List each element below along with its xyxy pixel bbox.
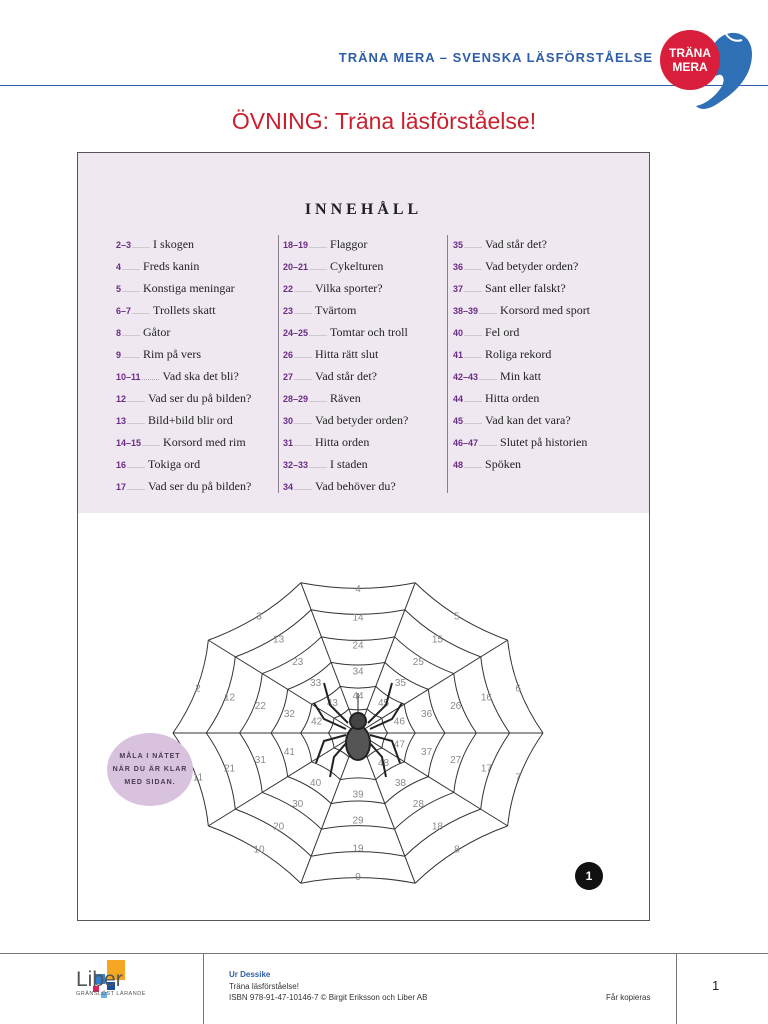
toc-title: Spöken [485,457,522,471]
web-cell-number[interactable]: 13 [273,634,285,646]
web-cell-number[interactable]: 10 [253,844,265,856]
toc-page-number: 42–43 [453,372,479,382]
web-cell-number[interactable]: 27 [450,755,462,767]
toc-title: Vad ser du på bilden? [148,479,252,493]
web-cell-number[interactable]: 28 [412,798,424,810]
toc-title: Bild+bild blir ord [148,413,233,427]
toc-page-number: 46–47 [453,438,479,448]
toc-item [116,479,276,501]
web-spoke [358,583,415,733]
toc-item [283,259,445,281]
toc-leader-dots: ......... [142,439,161,448]
toc-leader-dots: ......... [132,241,151,250]
toc-title: Gåtor [143,325,171,339]
web-ring-segment [208,583,300,640]
web-cell-number[interactable]: 11 [192,772,204,784]
web-cell-number[interactable]: 15 [431,634,443,646]
toc-title: Vad kan det vara? [485,413,571,427]
toc-page-number: 18–19 [283,240,309,250]
toc-item [453,281,613,303]
toc-title: Vad står det? [485,237,547,251]
toc-leader-dots: ......... [464,417,483,426]
toc-leader-dots: ......... [122,351,141,360]
toc-title: Hitta orden [485,391,540,405]
toc-page-number: 22 [283,284,294,294]
toc-column-1 [116,237,276,501]
toc-page-number: 45 [453,416,464,426]
web-cell-number[interactable]: 17 [480,763,493,775]
toc-page-number: 35 [453,240,464,250]
toc-item [283,435,445,457]
web-cell-number[interactable]: 14 [352,612,364,624]
web-ring-segment [301,733,312,762]
web-cell-number[interactable]: 7 [515,772,521,784]
toc-page-number: 32–33 [283,460,309,470]
toc-title: Tokiga ord [148,457,201,471]
toc-page-number: 31 [283,438,294,448]
web-cell-number[interactable]: 12 [223,692,236,704]
web-ring-segment [340,778,375,780]
toc-item [283,281,445,303]
toc-page-number: 2–3 [116,240,132,250]
toc-item [116,457,276,479]
web-cell-number[interactable]: 39 [352,789,364,801]
toc-item [116,413,276,435]
toc-item [283,479,445,501]
web-ring-segment [405,809,481,856]
toc-leader-dots: ......... [122,263,141,272]
footer-page-number: 1 [712,978,720,993]
web-cell-number[interactable]: 44 [352,690,364,702]
toc-title: Min katt [500,369,542,383]
toc-title: Korsord med sport [500,303,591,317]
web-cell-number[interactable]: 3 [256,611,262,623]
web-cell-number[interactable]: 19 [352,843,364,855]
toc-leader-dots: ......... [122,285,141,294]
toc-page-number: 20–21 [283,262,309,272]
toc-leader-dots: ......... [309,241,328,250]
header-rule [0,85,768,86]
toc-leader-dots: ......... [294,307,313,316]
color-instruction-badge [107,733,193,806]
toc-title: Tomtar och troll [330,325,408,339]
footer-book-title: Träna läsförståelse! [229,982,299,991]
web-cell-number[interactable]: 40 [310,777,322,789]
toc-column-2 [283,237,445,501]
toc-page-number: 12 [116,394,127,404]
toc-item [116,435,276,457]
toc-leader-dots: ......... [309,395,328,404]
toc-page-number: 48 [453,460,464,470]
web-cell-number[interactable]: 29 [352,815,364,827]
web-ring-segment [415,583,508,640]
toc-title: Konstiga meningar [143,281,235,295]
toc-heading: INNEHÅLL [304,201,423,218]
web-cell-number[interactable]: 35 [394,678,406,690]
web-cell-number[interactable]: 48 [377,758,390,770]
web-cell-number[interactable]: 42 [311,716,323,728]
page-number-badge: 1 [575,862,603,890]
toc-leader-dots: ......... [464,351,483,360]
web-ring-segment [340,686,375,688]
toc-item [116,303,276,325]
toc-title: Vad står det? [315,369,377,383]
toc-item [283,369,445,391]
toc-item [453,237,613,259]
toc-leader-dots: ......... [479,439,498,448]
web-cell-number[interactable]: 4 [355,584,361,596]
toc-leader-dots: ......... [464,241,483,250]
web-ring-segment [173,640,208,733]
toc-page-number: 37 [453,284,464,294]
toc-leader-dots: ......... [294,285,313,294]
toc-page-number: 6–7 [116,306,132,316]
toc-leader-dots: ......... [127,395,146,404]
toc-page-number: 9 [116,350,122,360]
web-ring-segment [404,733,415,762]
web-cell-number[interactable]: 21 [223,763,236,775]
footer-isbn: ISBN 978-91-47-10146-7 © Birgit Eriksson och Liber AB [229,993,428,1002]
web-spoke [358,733,508,826]
toc-item [116,281,276,303]
toc-page-number: 14–15 [116,438,142,448]
logo-text-line1: TRÄNA [669,46,711,60]
toc-leader-dots: ......... [479,307,498,316]
toc-page-number: 26 [283,350,294,360]
web-cell-number[interactable]: 23 [292,657,304,669]
toc-title: Vad behöver du? [315,479,396,493]
toc-item [453,457,613,479]
footer-copy-note: Får kopieras [606,993,651,1002]
web-cell-number[interactable]: 32 [283,708,295,720]
footer-divider [676,953,677,1024]
exercise-frame [77,152,650,921]
toc-title: Vad ska det bli? [162,369,239,383]
table-of-contents [78,153,649,513]
toc-title: Hitta orden [315,435,370,449]
toc-page-number: 36 [453,262,464,272]
badge-line: NÄR DU ÄR KLAR [112,766,188,773]
page-title: ÖVNING: Träna läsförståelse! [231,108,537,134]
web-cell-number[interactable]: 38 [394,777,406,789]
toc-title: Trollets skatt [153,303,216,317]
toc-title: Flaggor [330,237,368,251]
toc-column-3 [453,237,613,479]
web-ring-segment [235,809,311,856]
series-title: TRÄNA MERA – SVENSKA LÄSFÖRSTÅELSE [338,50,653,65]
web-spoke [358,640,508,733]
toc-page-number: 28–29 [283,394,309,404]
web-cell-number[interactable]: 45 [377,697,390,709]
toc-title: Tvärtom [315,303,357,317]
toc-item [453,435,613,457]
toc-leader-dots: ......... [464,395,483,404]
web-cell-number[interactable]: 18 [431,821,443,833]
toc-leader-dots: ......... [464,263,483,272]
toc-item [453,259,613,281]
toc-item [116,237,276,259]
web-cell-number[interactable]: 41 [283,747,295,759]
web-cell-number[interactable]: 24 [352,640,364,652]
toc-leader-dots: ......... [294,351,313,360]
web-cell-number[interactable]: 20 [273,821,285,833]
web-ring-segment [262,792,321,829]
badge-line: MED SIDAN. [124,779,176,786]
web-ring-segment [508,733,543,826]
web-cell-number[interactable]: 34 [352,666,364,678]
toc-page-number: 4 [116,262,122,272]
publisher-tagline: GRÄNSLÖST LÄRANDE [76,991,146,997]
toc-title: Fel ord [485,325,520,339]
toc-item [116,347,276,369]
toc-page-number: 13 [116,416,127,426]
toc-item [283,347,445,369]
toc-title: I staden [330,457,368,471]
publisher-name: Liber [76,968,123,991]
toc-page-number: 24–25 [283,328,309,338]
web-ring-segment [395,634,454,674]
web-cell-number[interactable]: 31 [254,755,266,767]
toc-leader-dots: ......... [127,483,146,492]
toc-leader-dots: ......... [294,373,313,382]
footer-rule [0,953,768,954]
footer-divider [203,953,204,1024]
toc-title: Roliga rekord [485,347,552,361]
toc-page-number: 40 [453,328,464,338]
web-ring-segment [405,610,481,657]
web-spoke [301,583,358,733]
web-ring-segment [331,801,385,804]
toc-page-number: 8 [116,328,122,338]
toc-leader-dots: ......... [464,285,483,294]
toc-leader-dots: ......... [132,307,151,316]
toc-page-number: 30 [283,416,294,426]
web-cell-number[interactable]: 25 [412,657,424,669]
toc-leader-dots: ......... [122,329,141,338]
toc-item [453,391,613,413]
toc-page-number: 27 [283,372,294,382]
web-cell-number[interactable]: 43 [326,697,339,709]
web-ring-segment [235,610,311,657]
toc-leader-dots: ......... [464,329,483,338]
toc-item [453,347,613,369]
toc-page-number: 16 [116,460,127,470]
toc-leader-dots: ......... [294,417,313,426]
toc-item [283,303,445,325]
toc-item [283,457,445,479]
logo-text-line2: MERA [672,60,708,74]
web-cell-number[interactable]: 26 [450,700,462,712]
toc-item [283,325,445,347]
toc-item [453,303,613,325]
web-cell-number[interactable]: 5 [454,611,460,623]
toc-leader-dots: ......... [294,439,313,448]
web-cell-number[interactable]: 16 [480,692,493,704]
toc-item [453,413,613,435]
spider-web [78,533,649,883]
toc-item [116,259,276,281]
web-cell-number[interactable]: 6 [515,683,521,695]
web-cell-number[interactable]: 47 [393,739,405,751]
web-cell-number[interactable]: 2 [195,683,201,695]
toc-page-number: 23 [283,306,294,316]
web-ring-segment [301,704,312,733]
toc-title: Vilka sporter? [315,281,383,295]
toc-page-number: 41 [453,350,464,360]
toc-title: Slutet på historien [500,435,588,449]
toc-leader-dots: ......... [464,461,483,470]
toc-leader-dots: ......... [127,461,146,470]
web-ring-segment [331,662,385,665]
toc-item [283,237,445,259]
trana-mera-logo [656,26,756,116]
web-cell-number[interactable]: 9 [355,871,361,883]
toc-page-number: 38–39 [453,306,479,316]
toc-leader-dots: ......... [127,417,146,426]
web-cell-number[interactable]: 36 [421,708,433,720]
toc-item [283,391,445,413]
footer-source: Ur Dessike [229,970,271,979]
toc-title: Sant eller falskt? [485,281,566,295]
toc-title: Korsord med rim [163,435,246,449]
toc-title: Räven [330,391,361,405]
toc-title: Cykelturen [330,259,384,273]
toc-page-number: 17 [116,482,127,492]
toc-title: Hitta rätt slut [315,347,379,361]
web-cell-number[interactable]: 30 [292,798,304,810]
web-cell-number[interactable]: 22 [254,700,266,712]
toc-leader-dots: ......... [141,373,160,382]
toc-leader-dots: ......... [309,461,328,470]
badge-line: MÅLA I NÄTET [119,753,181,760]
toc-item [116,369,276,391]
toc-item [283,413,445,435]
web-cell-number[interactable]: 46 [393,716,405,728]
toc-title: I skogen [153,237,195,251]
web-cell-number[interactable]: 33 [310,678,322,690]
toc-leader-dots: ......... [294,483,313,492]
toc-item [453,325,613,347]
toc-title: Vad ser du på bilden? [148,391,252,405]
toc-leader-dots: ......... [309,329,328,338]
toc-leader-dots: ......... [309,263,328,272]
toc-title: Freds kanin [143,259,200,273]
toc-title: Vad betyder orden? [485,259,579,273]
web-ring-segment [415,826,508,883]
toc-page-number: 5 [116,284,122,294]
toc-item [453,369,613,391]
web-ring-segment [395,792,454,829]
toc-page-number: 34 [283,482,294,492]
toc-leader-dots: ......... [479,373,498,382]
web-ring-segment [508,640,543,733]
web-cell-number[interactable]: 37 [421,747,433,759]
web-cell-number[interactable]: 8 [454,844,460,856]
toc-divider [278,235,279,493]
toc-item [116,391,276,413]
toc-title: Rim på vers [143,347,202,361]
web-ring-segment [404,704,415,733]
toc-page-number: 10–11 [116,372,141,382]
toc-page-number: 44 [453,394,464,404]
toc-divider [447,235,448,493]
toc-title: Vad betyder orden? [315,413,409,427]
toc-item [116,325,276,347]
